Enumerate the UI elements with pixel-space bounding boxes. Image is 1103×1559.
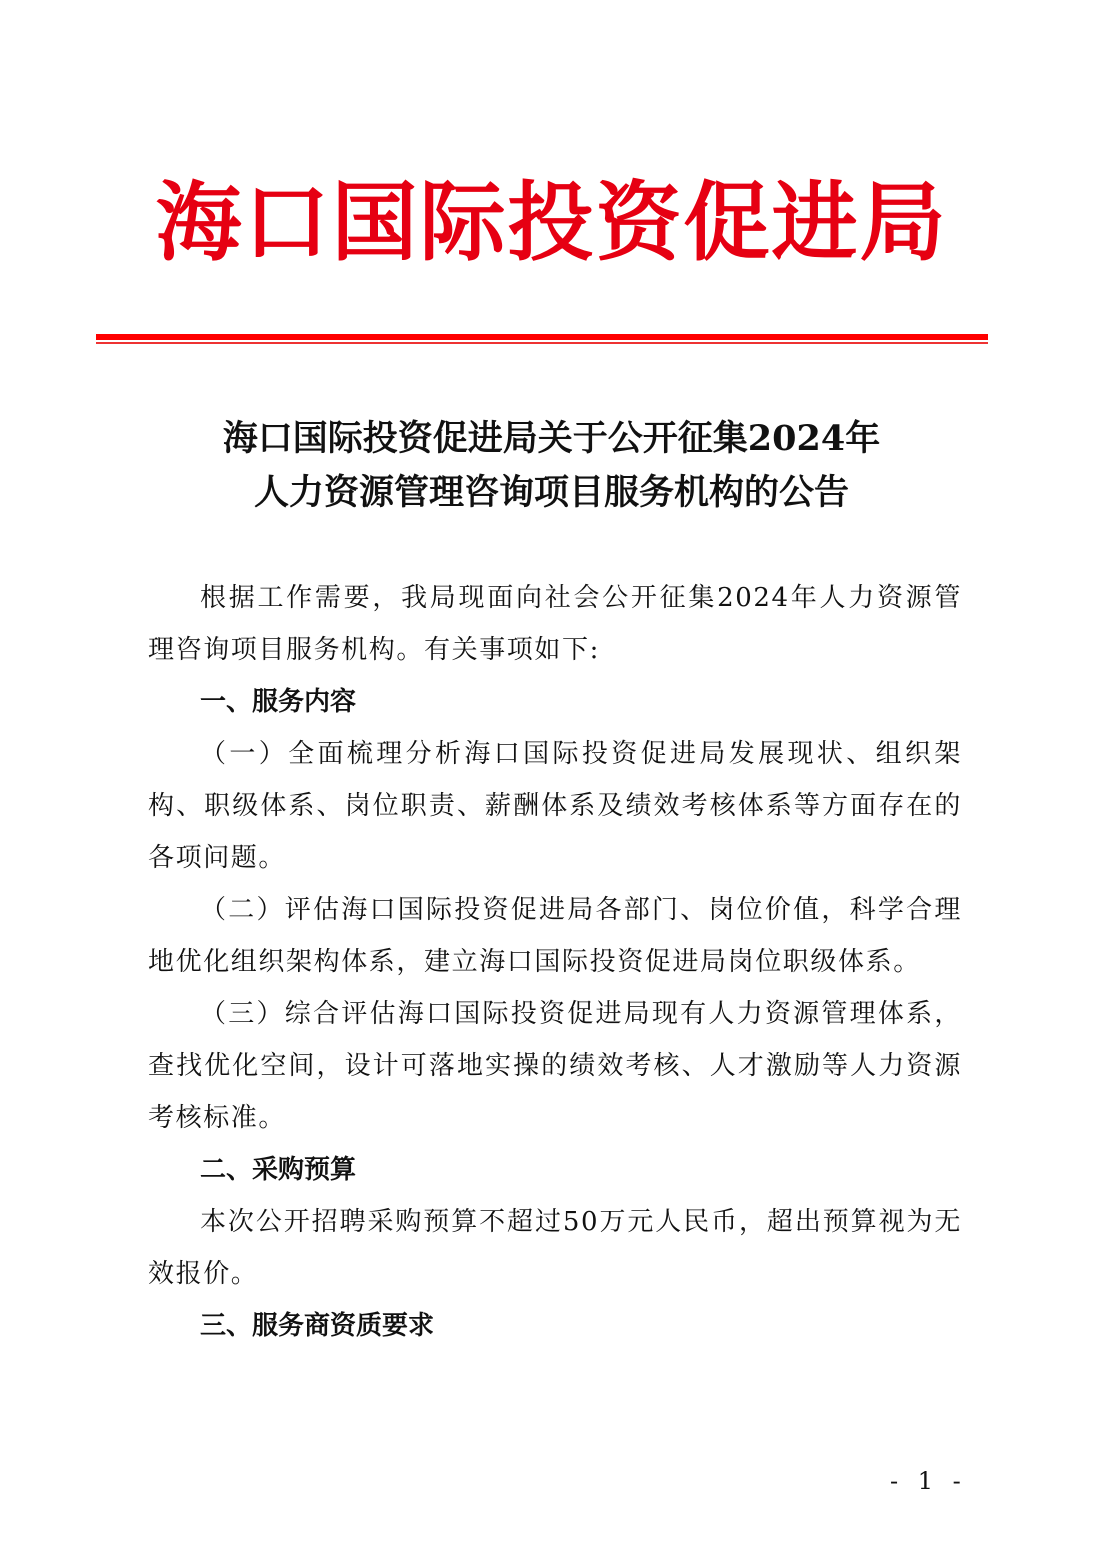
section-item: （二）评估海口国际投资促进局各部门、岗位价值，科学合理地优化组织架构体系，建立海口国际投资促进局岗位职级体系。	[148, 895, 962, 977]
red-divider-thin	[96, 342, 988, 344]
budget-paragraph: 本次公开招聘采购预算不超过50万元人民币，超出预算视为无效报价。	[148, 1207, 962, 1289]
red-divider-thick	[96, 334, 988, 340]
page-number: - 1 -	[890, 1467, 967, 1495]
section-heading: 一、服务内容	[200, 687, 357, 717]
intro-paragraph: 根据工作需要，我局现面向社会公开征集2024年人力资源管理咨询项目服务机构。有关事项如下:	[148, 583, 962, 665]
section-item: （三）综合评估海口国际投资促进局现有人力资源管理体系，查找优化空间，设计可落地实操的绩效考核、人才激励等人力资源考核标准。	[148, 999, 962, 1133]
section-heading: 二、采购预算	[200, 1155, 357, 1185]
agency-masthead: 海口国际投资促进局	[155, 172, 948, 273]
section-heading: 三、服务商资质要求	[200, 1311, 435, 1341]
document-title	[0, 412, 1103, 520]
title-line-1: 海口国际投资促进局关于公开征集2024年	[222, 418, 881, 459]
document-body	[148, 572, 962, 1352]
section-item: （一）全面梳理分析海口国际投资促进局发展现状、组织架构、职级体系、岗位职责、薪酬体系及绩效考核体系等方面存在的各项问题。	[148, 739, 962, 873]
title-line-2: 人力资源管理咨询项目服务机构的公告	[253, 472, 849, 513]
